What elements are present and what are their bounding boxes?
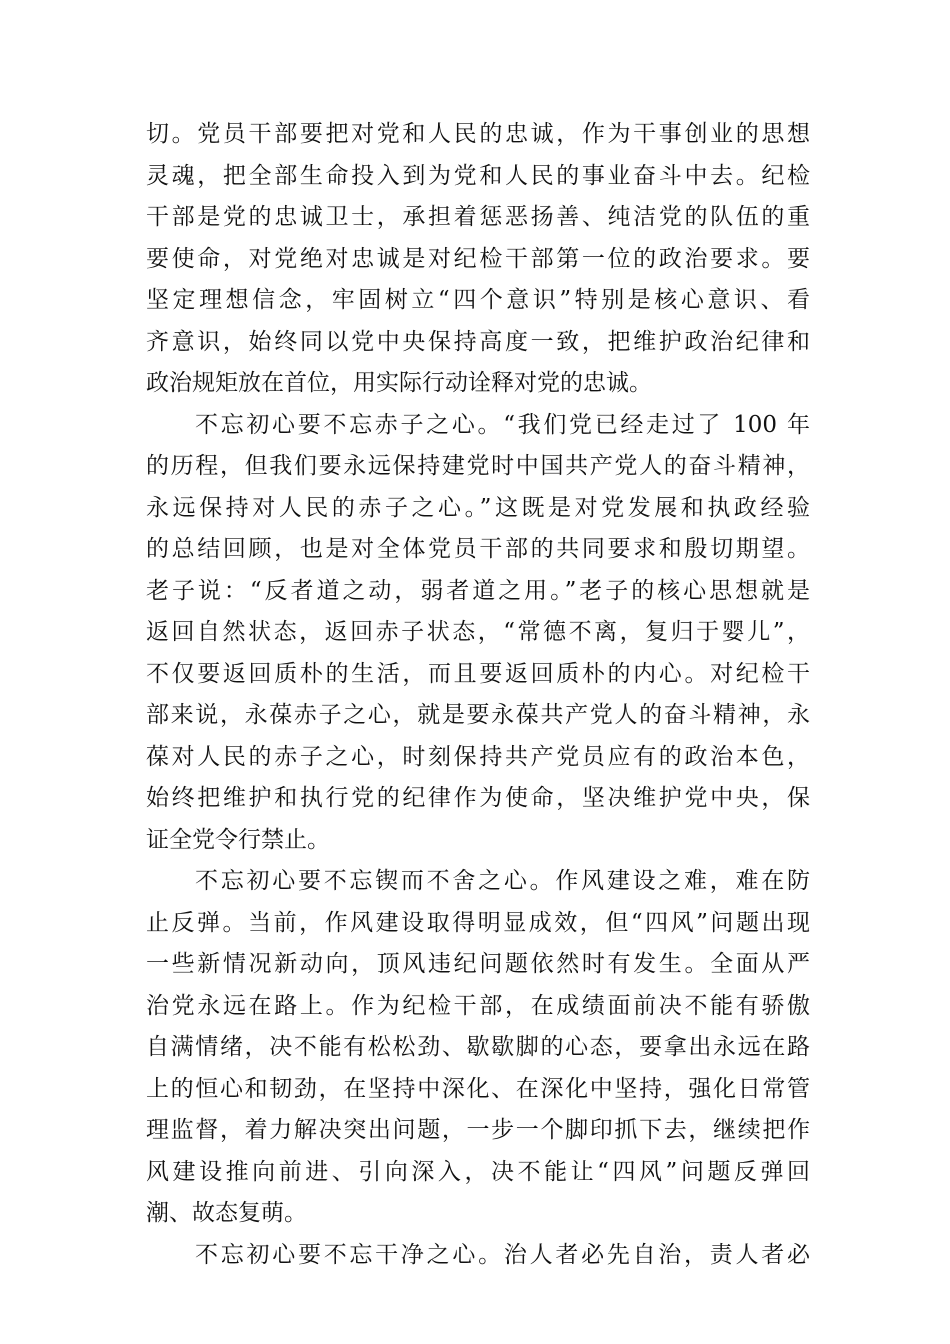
text-line: 上的恒心和韧劲，在坚持中深化、在深化中坚持，强化日常管 [146, 1075, 810, 1102]
paragraph-p1 [146, 114, 810, 405]
text-line: 坚定理想信念，牢固树立“四个意识”特别是核心意识、看 [146, 287, 810, 313]
paragraph-p4 [146, 1235, 810, 1277]
text-line: 不忘初心要不忘锲而不舍之心。作风建设之难，难在防 [195, 868, 810, 894]
text-line: 返回自然状态，返回赤子状态，“常德不离，复归于婴儿”， [146, 619, 810, 645]
paragraph-p2 [146, 405, 810, 862]
text-line: 始终把维护和执行党的纪律作为使命，坚决维护党中央，保 [146, 785, 810, 811]
text-line: 灵魂，把全部生命投入到为党和人民的事业奋斗中去。纪检 [146, 162, 810, 189]
text-line: 的总结回顾，也是对全体党员干部的共同要求和殷切期望。 [146, 536, 810, 562]
text-line: 老子说：“反者道之动，弱者道之用。”老子的核心思想就是 [146, 577, 810, 604]
text-line: 不仅要返回质朴的生活，而且要返回质朴的内心。对纪检干 [146, 660, 810, 687]
paragraph-p3 [146, 861, 810, 1235]
text-line: 永远保持对人民的赤子之心。”这既是对党发展和执政经验 [146, 494, 810, 521]
text-line: 风建设推向前进、引向深入，决不能让“四风”问题反弹回 [146, 1158, 810, 1185]
text-line: 部来说，永葆赤子之心，就是要永葆共产党人的奋斗精神，永 [146, 702, 810, 728]
text-line: 葆对人民的赤子之心，时刻保持共产党员应有的政治本色， [146, 743, 810, 770]
text-line: 自满情绪，决不能有松松劲、歇歇脚的心态，要拿出永远在路 [146, 1034, 810, 1060]
text-line: 政治规矩放在首位，用实际行动诠释对党的忠诚。 [146, 370, 652, 396]
text-line: 治党永远在路上。作为纪检干部，在成绩面前决不能有骄傲 [146, 992, 810, 1019]
text-line: 干部是党的忠诚卫士，承担着惩恶扬善、纯洁党的队伍的重 [146, 204, 810, 230]
text-line: 一些新情况新动向，顶风违纪问题依然时有发生。全面从严 [146, 951, 810, 977]
text-line: 不忘初心要不忘赤子之心。“我们党已经走过了 100 年 [195, 411, 810, 438]
text-line: 的历程，但我们要永远保持建党时中国共产党人的奋斗精神， [146, 453, 810, 479]
text-line: 止反弹。当前，作风建设取得明显成效，但“四风”问题出现 [146, 909, 810, 936]
text-line: 不忘初心要不忘干净之心。治人者必先自治，责人者必 [195, 1241, 810, 1268]
text-line: 要使命，对党绝对忠诚是对纪检干部第一位的政治要求。要 [146, 245, 810, 272]
text-line: 齐意识，始终同以党中央保持高度一致，把维护政治纪律和 [146, 328, 810, 355]
text-line: 证全党令行禁止。 [146, 826, 330, 853]
text-line: 潮、故态复萌。 [146, 1200, 307, 1226]
body-text [146, 114, 810, 1276]
text-line: 理监督，着力解决突出问题，一步一个脚印抓下去，继续把作 [146, 1117, 810, 1143]
text-line: 切。党员干部要把对党和人民的忠诚，作为干事创业的思想 [146, 121, 810, 147]
